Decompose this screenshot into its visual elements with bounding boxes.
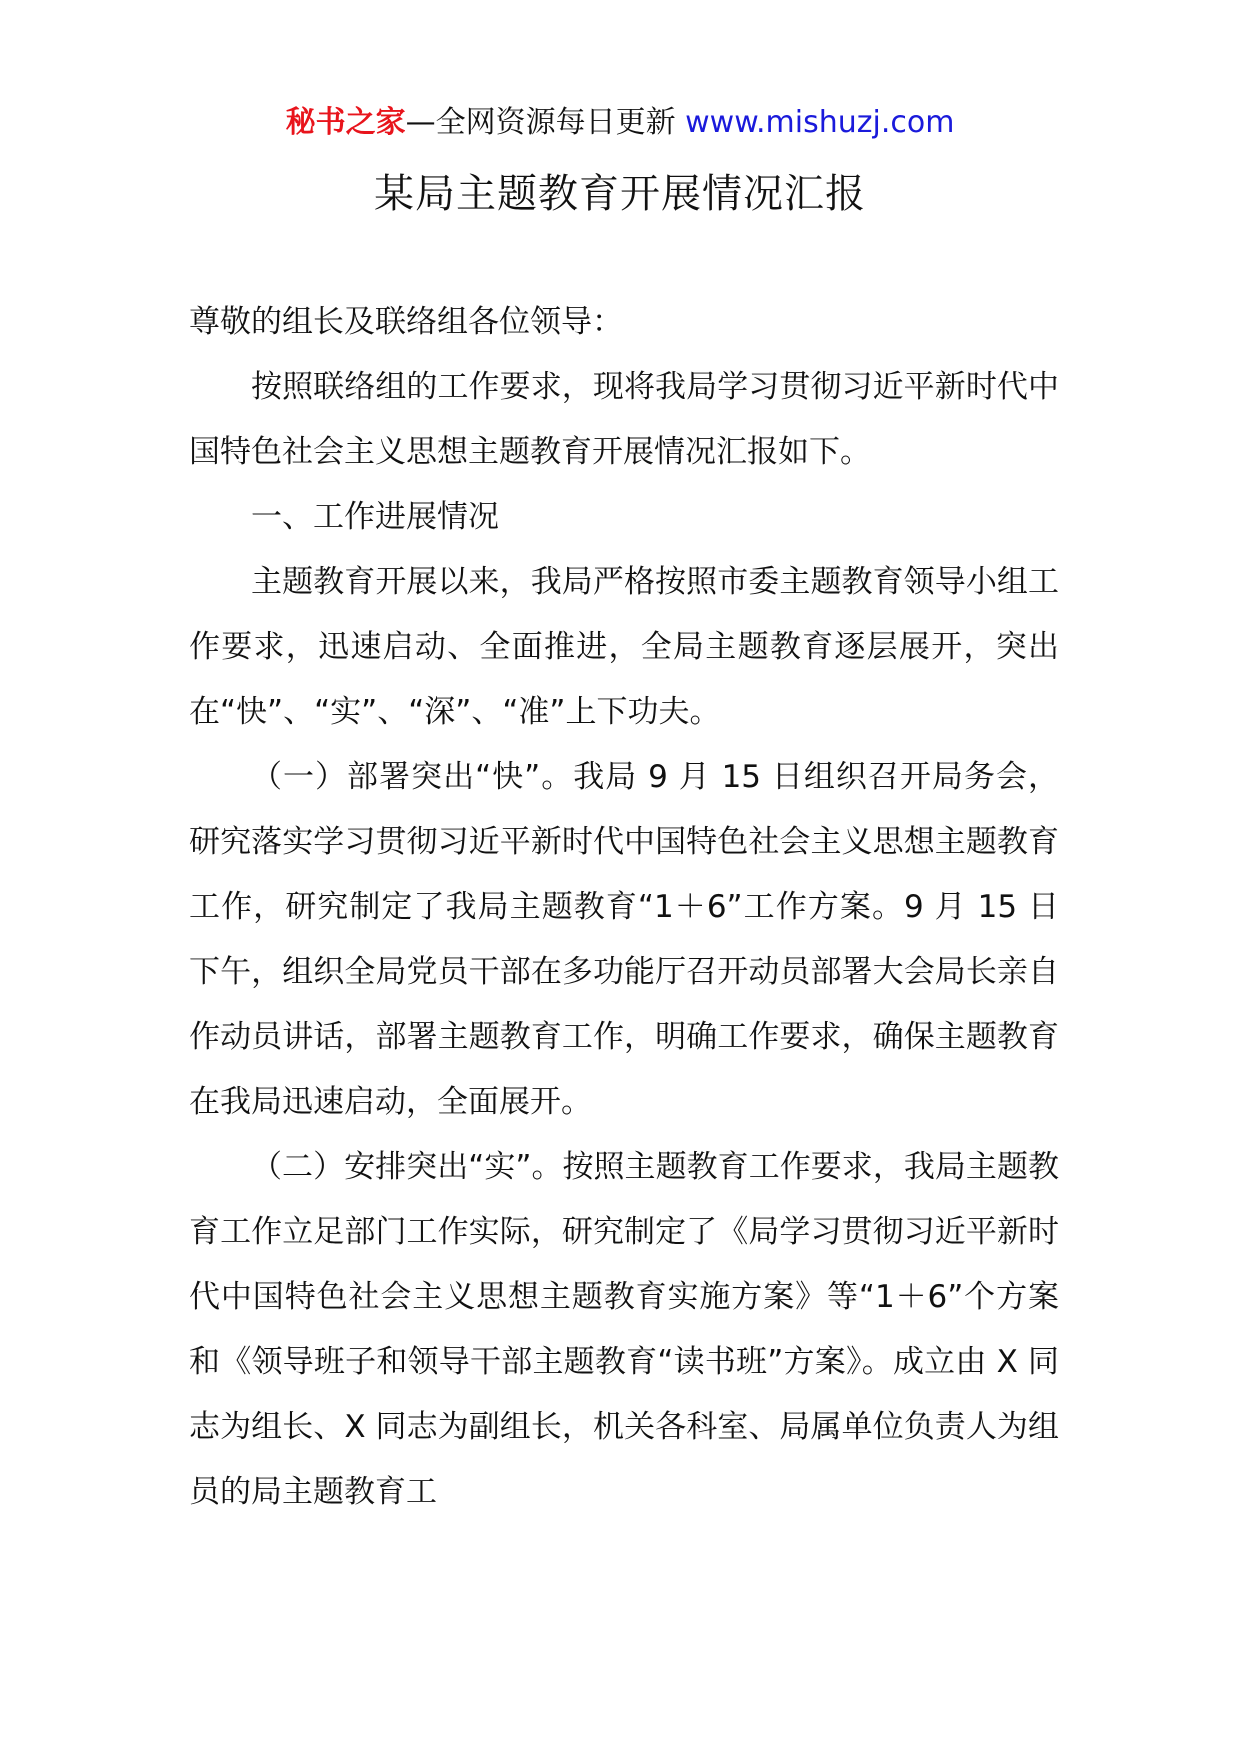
header-tagline: —全网资源每日更新: [405, 105, 686, 140]
document-body: [189, 290, 1059, 1525]
body-paragraph: （二）安排突出“实”。按照主题教育工作要求，我局主题教育工作立足部门工作实际，研究制定了《局学习贯彻习近平新时代中国特色社会主义思想主题教育实施方案》等“1＋6”个方案和《领导班子和领导干部主题教育“读书班”方案》。成立由 X 同志为组长、X 同志为副组长，机关各科室、局属单位负责人为组员的局主题教育工: [189, 1149, 1059, 1510]
brand-name: 秘书之家: [285, 105, 406, 140]
salutation: 尊敬的组长及联络组各位领导：: [189, 304, 623, 340]
body-paragraph: 主题教育开展以来，我局严格按照市委主题教育领导小组工作要求，迅速启动、全面推进，全局主题教育逐层展开，突出在“快”、“实”、“深”、“准”上下功夫。: [189, 564, 1059, 730]
site-header: [0, 100, 1240, 146]
body-paragraph: （一）部署突出“快”。我局 9 月 15 日组织召开局务会，研究落实学习贯彻习近平新时代中国特色社会主义思想主题教育工作，研究制定了我局主题教育“1＋6”工作方案。9 月 15 日下午，组织全局党员干部在多功能厅召开动员部署大会局长亲自作动员讲话，部署主题教育工作，明确工作要求，确保主题教育在我局迅速启动，全面展开。: [189, 759, 1059, 1120]
section-heading: 一、工作进展情况: [251, 499, 499, 535]
intro-paragraph: 按照联络组的工作要求，现将我局学习贯彻习近平新时代中国特色社会主义思想主题教育开展情况汇报如下。: [189, 369, 1059, 470]
site-url-link[interactable]: www.mishuzj.com: [685, 105, 955, 140]
document-title: 某局主题教育开展情况汇报: [374, 171, 866, 217]
